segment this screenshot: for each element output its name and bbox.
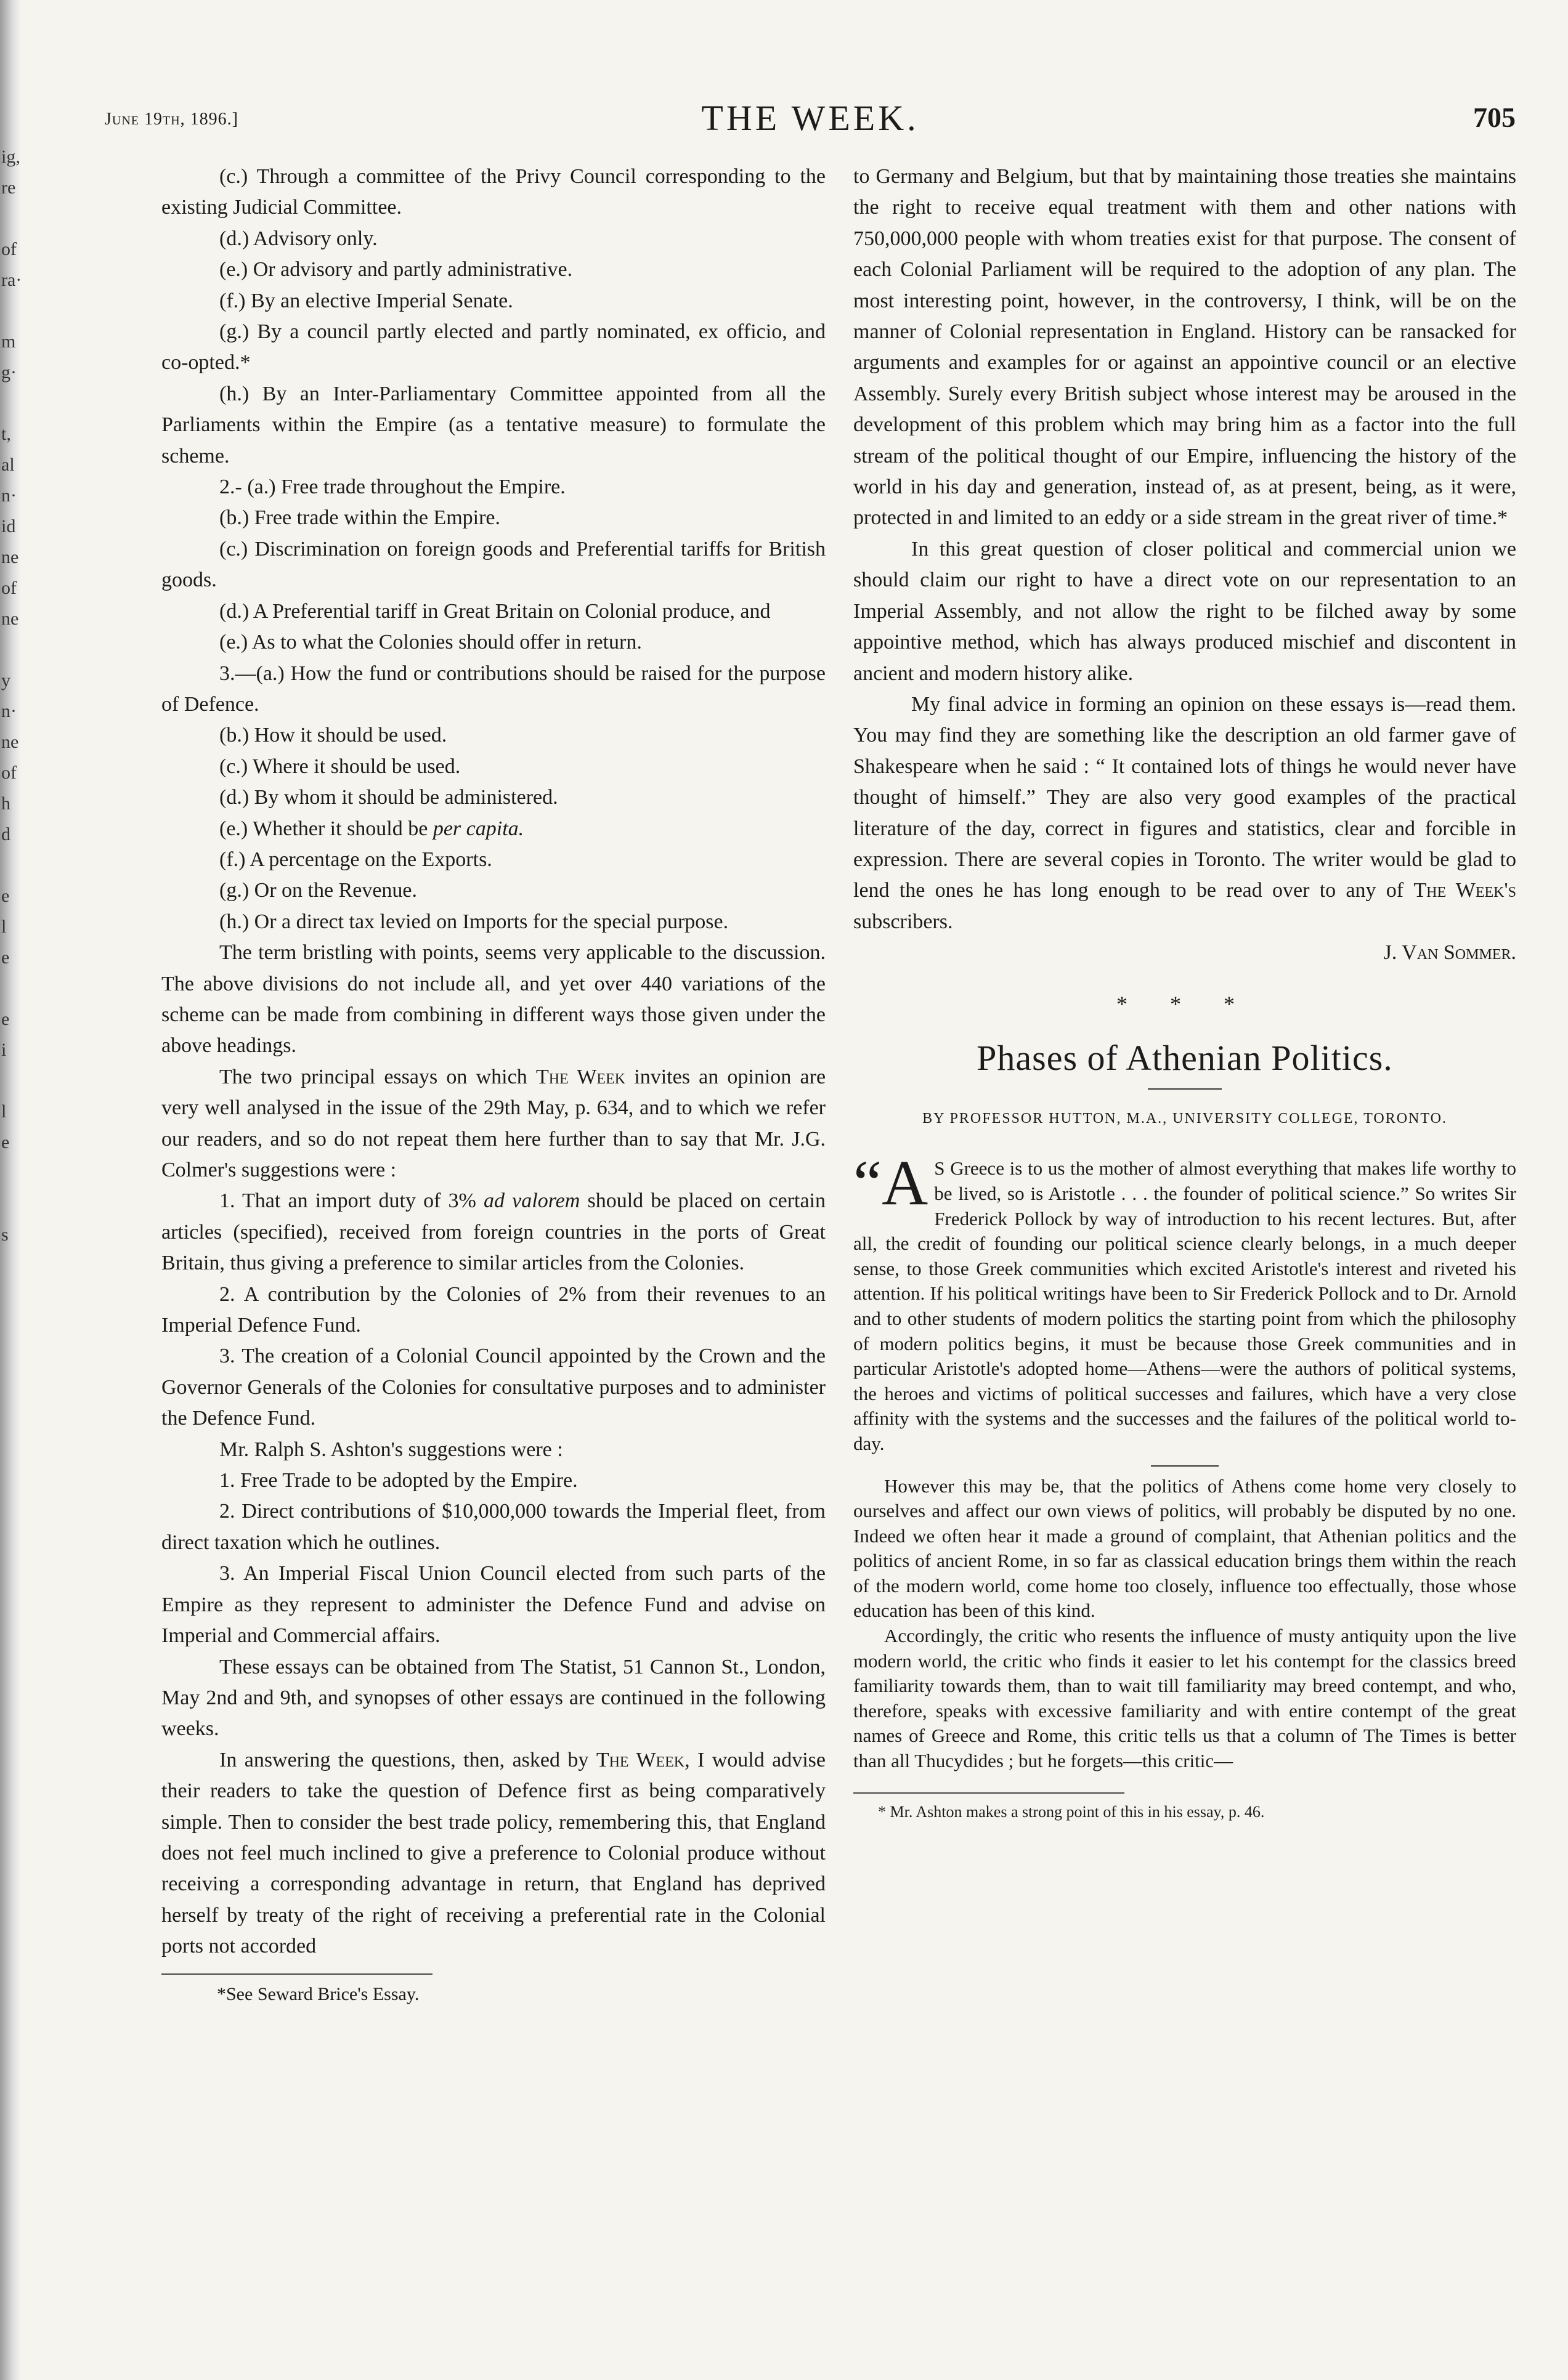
item-text: How the fund or contributions should be raised for the purpose of Defence. [161, 662, 826, 716]
margin-fragment [1, 634, 20, 665]
paragraph-obtained: These essays can be obtained from The Statist, 51 Cannon St., London, May 2nd and 9th, and synopses of other essays are continued in the following weeks. [161, 1655, 826, 1741]
margin-fragment [1, 388, 20, 419]
item-text: How it should be used. [254, 724, 447, 747]
margin-fragment: e [1, 1009, 10, 1029]
margin-fragment [1, 973, 20, 1004]
margin-fragment: n· [1, 485, 17, 506]
item-marker: 1. [219, 1189, 235, 1213]
list-ashton-suggestions [161, 1465, 826, 1651]
paragraph-continued: to Germany and Belgium, but that by maintaining those treaties she maintains the right to receive equal treatment with them and other nations with 750,000,000 people with whom treaties exist for that purpose. The consent of each Colonial Parliament will be required to the adoption of any plan. The most interesting point, however, in the controversy, I think, will be on the manner of Colonial representation in England. History can be ransacked for arguments and examples for or against an appointive council or an elective Assembly. Surely every British subject whose interest may be aroused in the development of this problem which may bring him as a factor into the full stream of the political thought of our Empire, influencing the history of the world in his day and generation, instead of, as at present, being, as it were, protected in and limited to an eddy or a side stream in the great river of time.* [853, 165, 1516, 530]
item-marker: (c.) [219, 165, 248, 188]
list-item [161, 751, 826, 782]
margin-fragment: ne [1, 609, 19, 629]
item-text: That an import duty of 3% [242, 1189, 476, 1213]
article-paragraph-1 [853, 1148, 1516, 1456]
margin-fragment: m [1, 331, 16, 352]
journal-name-inline: The Week's [1413, 879, 1516, 902]
list-options-defence [161, 658, 826, 938]
margin-fragment: e [1, 947, 10, 968]
list-item [161, 379, 826, 472]
text-fragment: subscribers. [853, 910, 953, 933]
list-options-council [161, 161, 826, 472]
item-marker: (e.) [219, 817, 248, 840]
item-text: Or a direct tax levied on Imports for the special purpose. [254, 910, 729, 933]
item-text: Free trade throughout the Empire. [281, 476, 566, 499]
list-item [161, 317, 826, 379]
footnote-rule [161, 1973, 433, 1975]
paragraph-answering [161, 1745, 826, 1962]
margin-fragment [1, 850, 20, 881]
item-marker: 1. [219, 1469, 235, 1492]
item-text: As to what the Colonies should offer in return. [251, 631, 642, 654]
journal-name-inline: The Week [535, 1065, 626, 1088]
list-item [161, 534, 826, 596]
margin-fragment: h [1, 793, 10, 814]
article-paragraph-2: However this may be, that the politics of Athens come home very closely to ourselves and affect our own views of politics, will probably be disputed by no one. Indeed we often hear it made a ground of complaint, that Athenian politics and the politics of ancient Rome, in so far as classical education brings them within the reach of the modern world, come home too closely, influence too effectually, those whose education has been of this kind. [853, 1475, 1516, 1622]
margin-fragment: t, [1, 424, 11, 444]
item-text: A Preferential tariff in Great Britain on Colonial produce, and [253, 599, 771, 623]
item-text: By an elective Imperial Senate. [250, 289, 513, 312]
item-italic: per capita. [433, 817, 524, 840]
margin-fragment: l [1, 917, 7, 937]
margin-fragment: al [1, 455, 15, 475]
list-item [161, 782, 826, 813]
item-marker: (f.) [219, 848, 246, 871]
article-body [853, 1148, 1516, 1773]
item-marker: 3. [219, 1345, 235, 1368]
list-item [161, 161, 826, 224]
item-text: Advisory only. [253, 227, 378, 250]
running-header [105, 92, 1516, 148]
margin-fragment: ra· [1, 270, 22, 290]
margin-fragment: i [1, 1040, 7, 1060]
item-text: should be placed on certain articles (specified), received from foreign countries in the ports of Great Britain, thus giving a preference to similar articles from the Colonies. [161, 1189, 826, 1275]
list-item [161, 627, 826, 658]
list-item [161, 1558, 826, 1651]
list-item [161, 814, 826, 844]
margin-fragment [1, 203, 20, 234]
item-marker: 2. [219, 1500, 235, 1523]
article-byline: BY PROFESSOR HUTTON, M.A., UNIVERSITY COLLEGE, TORONTO. [922, 1110, 1447, 1127]
item-marker: (c.) [219, 537, 248, 561]
margin-fragment: s [1, 1224, 9, 1245]
item-text: Where it should be used. [253, 755, 461, 778]
item-text: Direct contributions of $10,000,000 towards the Imperial fleet, from direct taxation which he outlines. [161, 1500, 826, 1554]
margin-fragment: ne [1, 547, 19, 567]
item-text: A contribution by the Colonies of 2% from their revenues to an Imperial Defence Fund. [161, 1282, 826, 1337]
margin-fragment: re [1, 177, 16, 198]
text-fragment: S Greece is to us the mother of almost everything that makes life worthy to be lived, so is Aristotle . . . the founder of political science.” So writes Sir Frederick Pollock by way of introduction to his recent lectures. But, after all, the credit of founding our political science clearly belongs, in a much deeper sense, to those Greek communities which excited Aristotle's interest and riveted his attention. If his political writings have been to Sir Frederick Pollock and to Dr. Arnold and to other students of modern politics the starting point from which the philosophy of modern politics begins, it must be because those Greek communities and in particular Aristotle's adopted home—Athens—were the authors of political systems, the heroes and victims of political successes and failures, which have a very close affinity with the systems and the successes and the failures of the political world to-day. [853, 1157, 1516, 1454]
section-asterism: * * * [1116, 991, 1253, 1016]
item-text: A percentage on the Exports. [250, 848, 492, 871]
adjacent-page-fragments [1, 142, 20, 1250]
item-text: An Imperial Fiscal Union Council elected from such parts of the Empire as they represent to administer the Defence Fund and advise on Imperial and Commercial affairs. [161, 1562, 826, 1648]
item-marker: (d.) [219, 227, 250, 250]
item-text: The creation of a Colonial Council appointed by the Crown and the Governor Generals of the Colonies for consultative purposes and to administer the Defence Fund. [161, 1345, 826, 1430]
paragraph-closer-union: In this great question of closer political and commercial union we should claim our right to have a direct vote on our representation to an Imperial Assembly, and not allow the right to be filched away by some appointive method, which has always produced mischief and discontent in ancient and modern history alike. [853, 537, 1516, 685]
list-item [161, 844, 826, 875]
footnote-left: *See Seward Brice's Essay. [217, 1983, 420, 2004]
text-fragment: I would advise their readers to take the question of Defence first as being comparatively simple. Then to consider the best trade policy, remembering this, that England does not feel much inclined to give a preference to Colonial produce without receiving a corresponding advantage in return, that England has deprived herself by treaty of the right of receiving a preferential rate in the Colonial ports not accorded [161, 1748, 826, 1958]
margin-fragment: e [1, 1132, 10, 1152]
item-text: Free trade within the Empire. [254, 506, 501, 530]
section-rule [1151, 1465, 1219, 1467]
paragraph-bristling: The term bristling with points, seems very applicable to the discussion. The above divisions do not include all, and yet over 440 variations of the scheme can be made from combining in different ways those given under the above headings. [161, 941, 826, 1058]
left-column [161, 161, 826, 2008]
margin-fragment [1, 1189, 20, 1220]
list-item [161, 1186, 826, 1279]
list-item [161, 254, 826, 285]
margin-fragment: ig, [1, 147, 20, 167]
item-text: Through a committee of the Privy Council corresponding to the existing Judicial Committee. [161, 165, 826, 219]
item-marker: (b.) [219, 724, 250, 747]
item-marker: 2.- (a.) [219, 476, 276, 499]
margin-fragment: g· [1, 362, 17, 382]
item-text: By a council partly elected and partly nominated, ex officio, and co-opted.* [161, 320, 826, 374]
margin-fragment: ne [1, 732, 19, 752]
item-marker: 3.—(a.) [219, 662, 285, 685]
item-marker: (h.) [219, 910, 250, 933]
author-signature: J. Van Sommer. [1383, 941, 1516, 965]
item-marker: (e.) [219, 258, 248, 281]
list-item [161, 1465, 826, 1496]
text-fragment: invites an opinion are very well analysed in the issue of the 29th May, p. 634, and to which we refer our readers, and so do not repeat them here further than to say that Mr. J.G. Colmer's suggestions were : [161, 1065, 826, 1181]
margin-fragment [1, 296, 20, 326]
text-fragment: My final advice in forming an opinion on these essays is—read them. You may find they are something like the description an old farmer gave of Shakespeare when he said : “ It contained lots of things he would never have thought of himself.” They are also very good examples of the practical literature of the day, correct in figures and statistics, clear and forcible in expression. There are several copies in Toronto. The writer would be glad to lend the ones he has long enough to be read over to any of [853, 692, 1516, 902]
margin-fragment: of [1, 763, 17, 783]
issue-date: June 19th, 1896.] [105, 110, 238, 129]
paragraph-final-advice [853, 689, 1516, 937]
journal-name-inline: The Week, [596, 1748, 690, 1771]
text-fragment: In answering the questions, then, asked by [219, 1748, 589, 1771]
margin-fragment: e [1, 886, 10, 906]
item-marker: (g.) [219, 320, 250, 344]
item-marker: (e.) [219, 631, 248, 654]
drop-cap: “A [853, 1148, 928, 1219]
footnote-right: * Mr. Ashton makes a strong point of this in his essay, p. 46. [878, 1802, 1265, 1821]
list-item [161, 1279, 826, 1342]
item-marker: (b.) [219, 506, 250, 530]
article-title: Phases of Athenian Politics. [977, 1037, 1393, 1078]
item-text: Discrimination on foreign goods and Preferential tariffs for British goods. [161, 537, 826, 592]
list-item [161, 503, 826, 533]
list-colmer-suggestions [161, 1186, 826, 1434]
list-item [161, 875, 826, 906]
list-item [161, 1341, 826, 1434]
item-marker: 3. [219, 1562, 235, 1585]
title-rule [1148, 1088, 1222, 1090]
item-marker: (d.) [219, 599, 250, 623]
paragraph-two-essays [161, 1062, 826, 1186]
list-item [161, 1496, 826, 1558]
item-marker: (d.) [219, 786, 250, 809]
item-text: Or on the Revenue. [254, 879, 418, 902]
margin-fragment: of [1, 239, 17, 259]
item-marker: (g.) [219, 879, 250, 902]
item-text: By an Inter-Parliamentary Committee appointed from all the Parliaments within the Empire (as a tentative measure) to formulate the scheme. [161, 382, 826, 467]
list-options-trade [161, 472, 826, 658]
list-item [161, 596, 826, 627]
page-number: 705 [1473, 102, 1516, 133]
right-column [853, 161, 1516, 1824]
margin-fragment: n· [1, 701, 17, 721]
item-marker: (c.) [219, 755, 248, 778]
list-item [161, 286, 826, 317]
item-text: Free Trade to be adopted by the Empire. [240, 1469, 578, 1492]
margin-fragment [1, 1066, 20, 1096]
item-italic: ad valorem [484, 1189, 580, 1213]
margin-fragment: l [1, 1101, 7, 1122]
margin-fragment: of [1, 578, 17, 598]
item-text: Or advisory and partly administrative. [253, 258, 573, 281]
list-item [161, 224, 826, 254]
margin-fragment: y [1, 670, 10, 690]
text-fragment: The two principal essays on which [219, 1065, 527, 1088]
list-item [161, 472, 826, 503]
list-item [161, 907, 826, 937]
item-text: By whom it should be administered. [254, 786, 558, 809]
item-marker: 2. [219, 1282, 235, 1306]
margin-fragment: id [1, 516, 16, 536]
list-item [161, 720, 826, 751]
margin-fragment: d [1, 824, 10, 844]
item-text: Whether it should be [253, 817, 428, 840]
paragraph-ashton-intro: Mr. Ralph S. Ashton's suggestions were : [219, 1438, 563, 1461]
footnote-rule [853, 1792, 1124, 1794]
article-paragraph-3: Accordingly, the critic who resents the influence of musty antiquity upon the live modern world, the critic who finds it easier to let his contempt for the classics breed familiarity towards them, than to wait till familiarity may breed contempt, and who, therefore, speaks with excessive familiarity and with entire contempt of the great names of Greece and Rome, this critic tells us that a column of The Times is better than all Thucydides ; but he forgets—this critic— [853, 1625, 1516, 1772]
margin-fragment [1, 1158, 20, 1189]
item-marker: (h.) [219, 382, 250, 405]
list-item [161, 658, 826, 721]
journal-title: THE WEEK. [701, 98, 919, 138]
item-marker: (f.) [219, 289, 246, 312]
